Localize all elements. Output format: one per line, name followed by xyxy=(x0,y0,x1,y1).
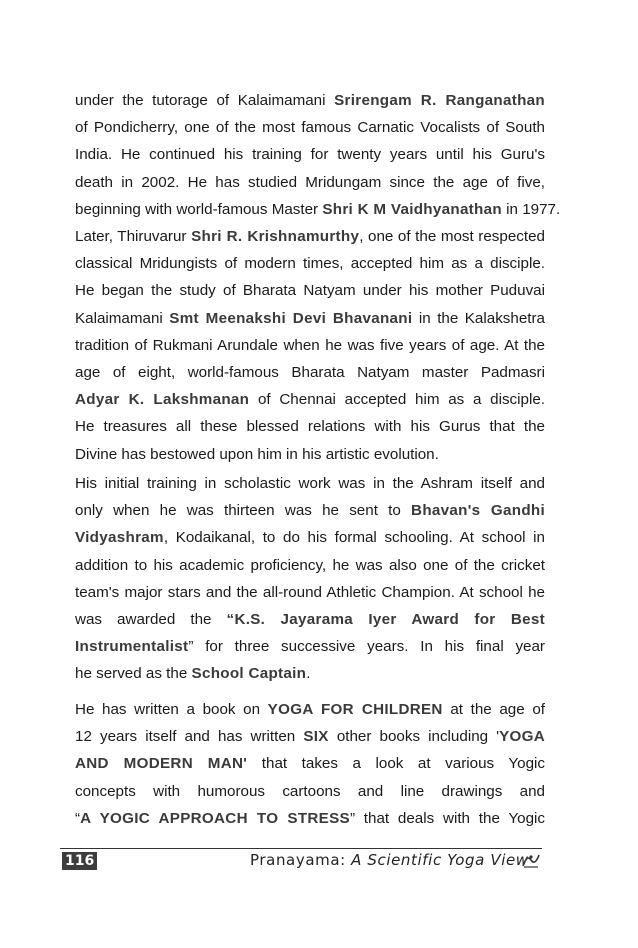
text-line: India. He continued his training for twenty years until his Guru's xyxy=(75,146,545,164)
text-line: tradition of Rukmani Arundale when he was five years of age. At the xyxy=(75,336,545,354)
running-title-prefix: Pranayama: xyxy=(250,851,352,869)
page-number: 116 xyxy=(62,852,97,870)
paragraph-schooling xyxy=(75,470,545,688)
text-line: He began the study of Bharata Natyam under his mother Puduvai xyxy=(75,282,545,300)
text-line: was awarded the “K.S. Jayarama Iyer Award for Best xyxy=(75,611,545,629)
text-line: death in 2002. He has studied Mridungam since the age of five, xyxy=(75,173,545,191)
text-line: Kalaimamani Smt Meenakshi Devi Bhavanani in the Kalakshetra xyxy=(75,309,545,327)
text-line: AND MODERN MAN' that takes a look at various Yogic xyxy=(75,755,545,773)
text-line: Instrumentalist” for three successive years. In his final year xyxy=(75,638,545,656)
running-title-rest: A Scientific Yoga View xyxy=(351,851,529,869)
text-line: only when he was thirteen was he sent to Bhavan's Gandhi xyxy=(75,502,546,520)
footer-rule xyxy=(60,848,542,849)
text-line: “A YOGIC APPROACH TO STRESS” that deals with the Yogic xyxy=(75,809,545,827)
text-line: Adyar K. Lakshmanan of Chennai accepted him as a disciple. xyxy=(75,391,545,409)
text-line: classical Mridungists of modern times, accepted him as a disciple. xyxy=(75,255,545,273)
text-line: under the tutorage of Kalaimamani Srirengam R. Ranganathan xyxy=(75,92,545,109)
paragraph-gurus xyxy=(75,87,561,468)
text-line: Vidyashram, Kodaikanal, to do his formal schooling. At school in xyxy=(75,529,545,547)
text-line: concepts with humorous cartoons and line drawings and xyxy=(75,782,545,800)
text-line: Later, Thiruvarur Shri R. Krishnamurthy, one of the most respected xyxy=(75,228,545,246)
text-line: His initial training in scholastic work was in the Ashram itself and xyxy=(75,475,545,492)
text-line: beginning with world-famous Master Shri K M Vaidhyanathan in 1977. xyxy=(75,200,561,218)
text-line: addition to his academic proficiency, he was also one of the cricket xyxy=(75,556,545,574)
text-line: team's major stars and the all-round Athletic Champion. At school he xyxy=(75,583,545,601)
text-line: he served as the School Captain. xyxy=(75,665,311,683)
paragraph-books xyxy=(75,696,545,832)
text-line: age of eight, world-famous Bharata Natyam master Padmasri xyxy=(75,364,545,382)
running-title xyxy=(250,850,529,870)
text-line: He has written a book on YOGA FOR CHILDREN at the age of xyxy=(75,701,545,718)
publisher-logo-icon xyxy=(521,851,541,869)
text-line: 12 years itself and has written SIX other books including 'YOGA xyxy=(75,728,546,746)
text-line: He treasures all these blessed relations with his Gurus that the xyxy=(75,418,545,436)
text-line: of Pondicherry, one of the most famous Carnatic Vocalists of South xyxy=(75,119,545,137)
text-line: Divine has bestowed upon him in his artistic evolution. xyxy=(75,445,439,463)
